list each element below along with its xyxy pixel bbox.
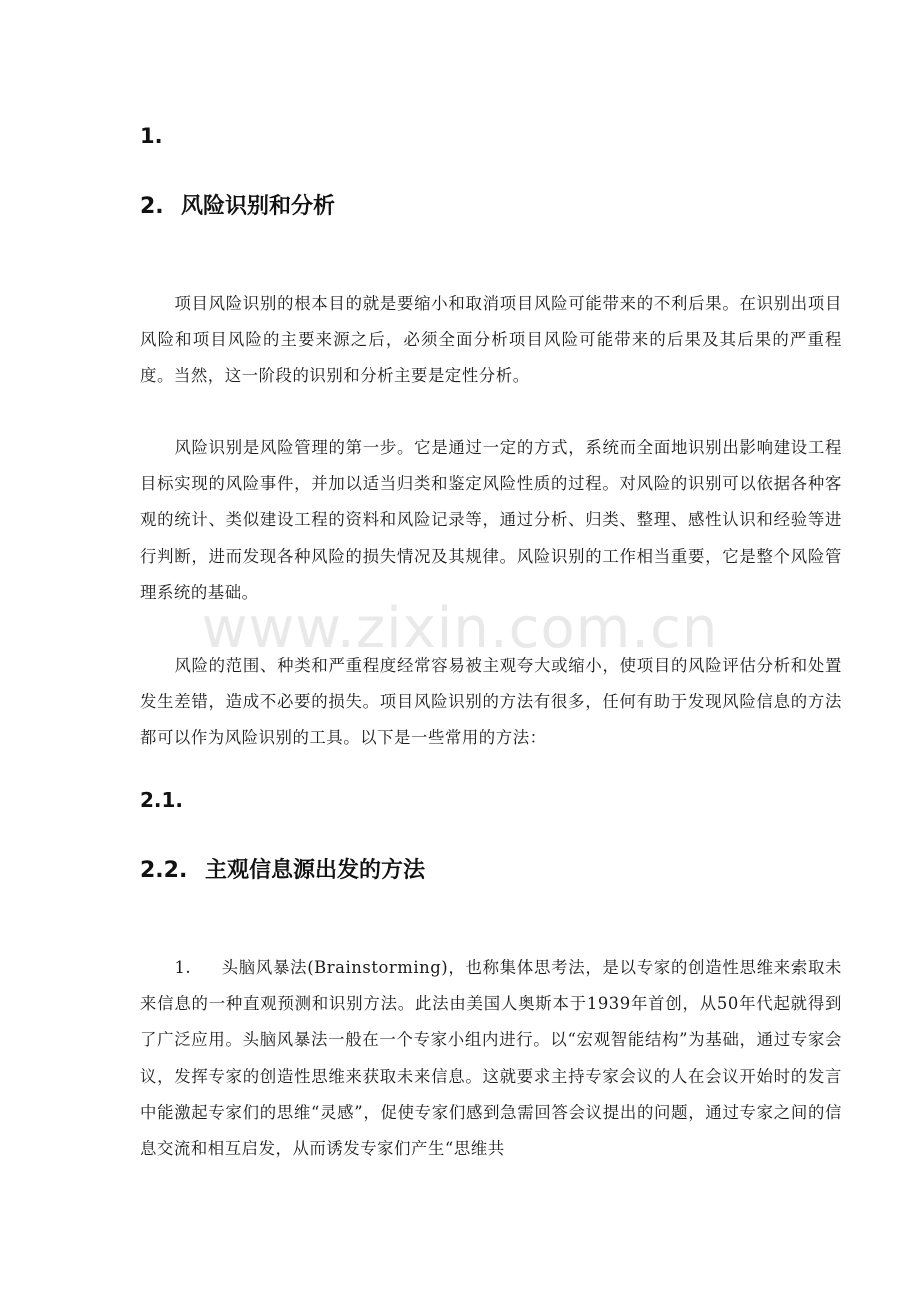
heading-2-2 <box>140 853 425 884</box>
heading-2-1-number: 2.1. <box>140 788 184 812</box>
heading-2-2-number: 2.2. <box>140 858 188 883</box>
paragraph-risk-identification-purpose: 项目风险识别的根本目的就是要缩小和取消项目风险可能带来的不利后果。在识别出项目风险和项目风险的主要来源之后，必须全面分析项目风险可能带来的后果及其后果的严重程度。当然，这一阶段的识别和分析主要是定性分析。 <box>140 294 842 386</box>
heading-1-number: 1. <box>140 124 163 148</box>
heading-2-2-title: 主观信息源出发的方法 <box>205 858 426 883</box>
list-item-number: 1. <box>174 958 192 977</box>
brainstorming-text: 头脑风暴法(Brainstorming)，也称集体思考法，是以专家的创造性思维来索取未来信息的一种直观预测和识别方法。此法由美国人奥斯本于1939年首创，从50年代起就得到了广泛应用。头脑风暴法一般在一个专家小组内进行。以“宏观智能结构”为基础，通过专家会议，发挥专家的创造性思维来获取未来信息。这就要求主持专家会议的人在会议开始时的发言中能激起专家们的思维“灵感”，促使专家们感到急需回答会议提出的问题，通过专家之间的信息交流和相互启发，从而诱发专家们产生“思维共 <box>140 958 842 1159</box>
heading-2-1 <box>140 788 183 812</box>
paragraph-risk-identification-methods: 风险的范围、种类和严重程度经常容易被主观夸大或缩小，使项目的风险评估分析和处置发生差错，造成不必要的损失。项目风险识别的方法有很多，任何有助于发现风险信息的方法都可以作为风险识别的工具。以下是一些常用的方法： <box>140 656 842 748</box>
heading-2-number: 2. <box>140 194 164 219</box>
heading-1 <box>140 124 163 148</box>
paragraph-brainstorming <box>140 950 842 1167</box>
heading-2 <box>140 189 335 220</box>
paragraph-risk-identification-definition: 风险识别是风险管理的第一步。它是通过一定的方式，系统而全面地识别出影响建设工程目标实现的风险事件，并加以适当归类和鉴定风险性质的过程。对风险的识别可以依据各种客观的统计、类似建设工程的资料和风险记录等，通过分析、归类、整理、感性认识和经验等进行判断，进而发现各种风险的损失情况及其规律。风险识别的工作相当重要，它是整个风险管理系统的基础。 <box>140 438 842 602</box>
heading-2-title: 风险识别和分析 <box>181 194 336 219</box>
watermark: www.zixin.com.cn <box>201 596 719 661</box>
